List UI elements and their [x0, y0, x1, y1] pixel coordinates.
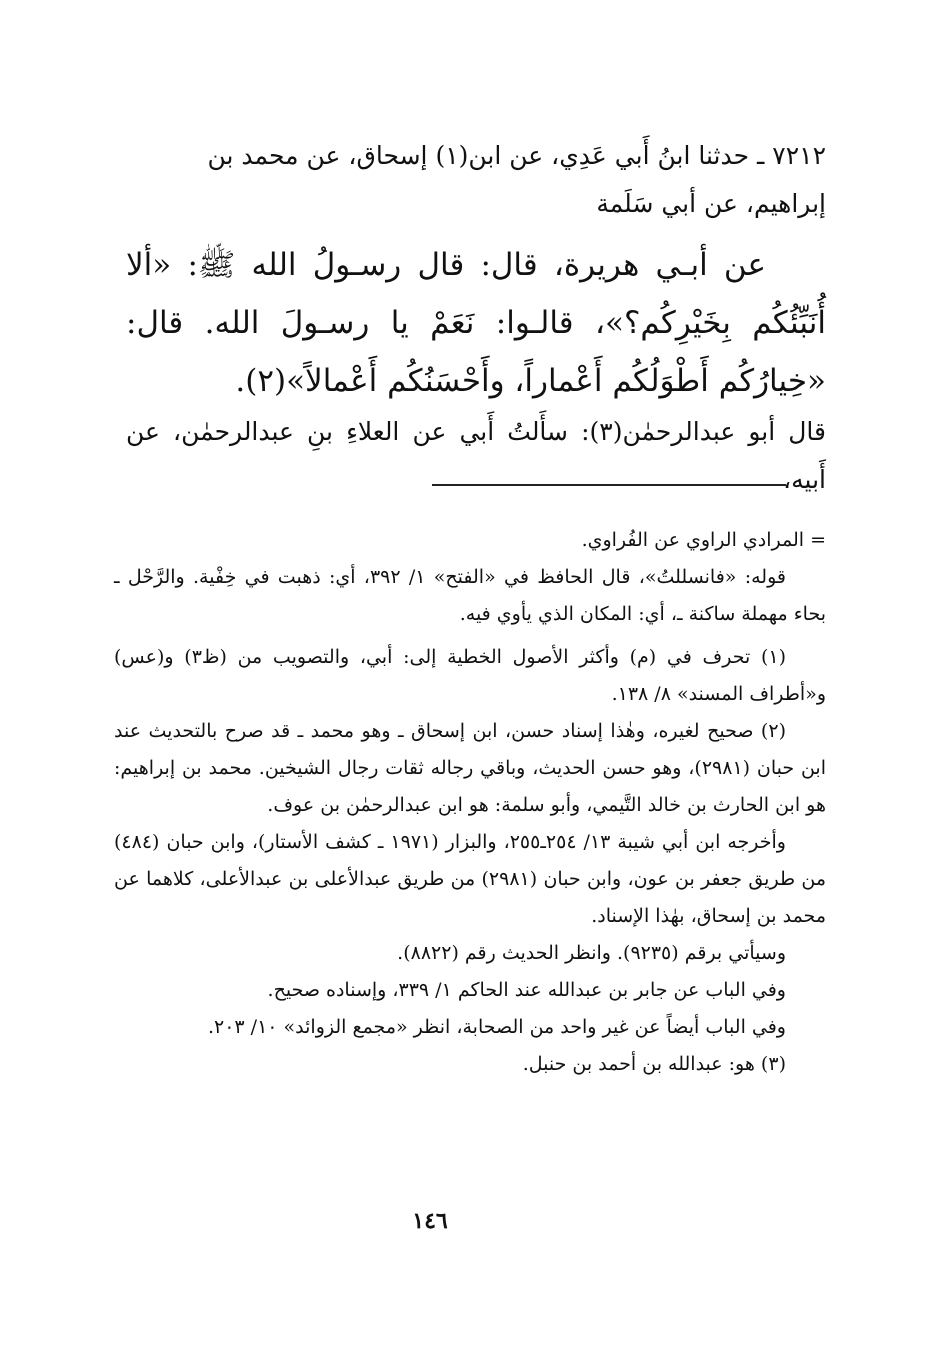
footnotes — [114, 522, 826, 1083]
isnad-line: ٧٢١٢ ـ حدثنا ابنُ أَبي عَدِي، عن ابن(١) إسحاق، عن محمد بن — [207, 141, 826, 170]
footnote-paragraph: وفي الباب أيضاً عن غير واحد من الصحابة، انظر «مجمع الزوائد» ١٠/ ٢٠٣. — [207, 1016, 786, 1038]
hadith-isnad — [126, 132, 826, 228]
footnote-separator — [432, 484, 786, 486]
hadith-matn — [126, 236, 826, 410]
isnad-line: إبراهيم، عن أبي سَلَمة — [596, 189, 826, 218]
footnote-3: (٣) هو: عبدالله بن أحمد بن حنبل. — [522, 1053, 786, 1075]
next-hadith-start — [126, 408, 826, 504]
footnote-paragraph: قوله: «فانسللتُ»، قال الحافظ في «الفتح» ١/ ٣٩٢، أي: ذهبت في خِفْية. والرَّحْل ـ بحاء مهملة ساكنة ـ، أي: المكان الذي يأوي فيه. — [114, 566, 826, 625]
qala-text: قال أبو عبدالرحمٰن(٣): سأَلتُ أَبي عن العلاءِ بنِ عبدالرحمٰن، عن أَبيه، — [126, 417, 827, 494]
footnote-2: (٢) صحيح لغيره، وهٰذا إسناد حسن، ابن إسحاق ـ وهو محمد ـ قد صرح بالتحديث عند ابن حبان (٢٩٨١)، وهو حسن الحديث، وباقي رجاله ثقات رجال الشيخين. محمد بن إبراهيم: هو ابن الحارث بن خالد التَّيمي، وأبو سلمة: هو ابن عبدالرحمٰن بن عوف. — [114, 720, 826, 816]
footnote-paragraph: وأخرجه ابن أبي شيبة ١٣/ ٢٥٤ـ٢٥٥، والبزار (١٩٧١ ـ كشف الأستار)، وابن حبان (٤٨٤) من طريق جعفر بن عون، وابن حبان (٢٩٨١) من طريق عبدالأعلى بن عبدالأعلى، كلاهما عن محمد بن إسحاق، بهٰذا الإسناد. — [114, 831, 826, 927]
footnote-paragraph: وفي الباب عن جابر بن عبدالله عند الحاكم ١/ ٣٣٩، وإسناده صحيح. — [267, 979, 786, 1001]
page-number: ١٤٦ — [412, 1208, 448, 1234]
matn-text: عن أبـي هريرة، قال: قال رسـولُ الله ﷺ: «ألا أُنَبِّئُكُم بِخَيْرِكُم؟»، قالـوا: نَعَمْ يا رسـولَ الله. قال: «خِيارُكُم أَطْوَلُكُم أَعْماراً، وأَحْسَنُكُم أَعْمالاً»(٢). — [126, 247, 826, 399]
footnote-paragraph: وسيأتي برقم (٩٢٣٥). وانظر الحديث رقم (٨٨٢٢). — [397, 942, 786, 964]
footnote-continuation: = المرادي الراوي عن الفُراوي. — [581, 529, 826, 551]
footnote-1: (١) تحرف في (م) وأكثر الأصول الخطية إلى: أبي، والتصويب من (ظ٣) و(عس) و«أطراف المسند» ٨/ ١٣٨. — [114, 646, 826, 705]
